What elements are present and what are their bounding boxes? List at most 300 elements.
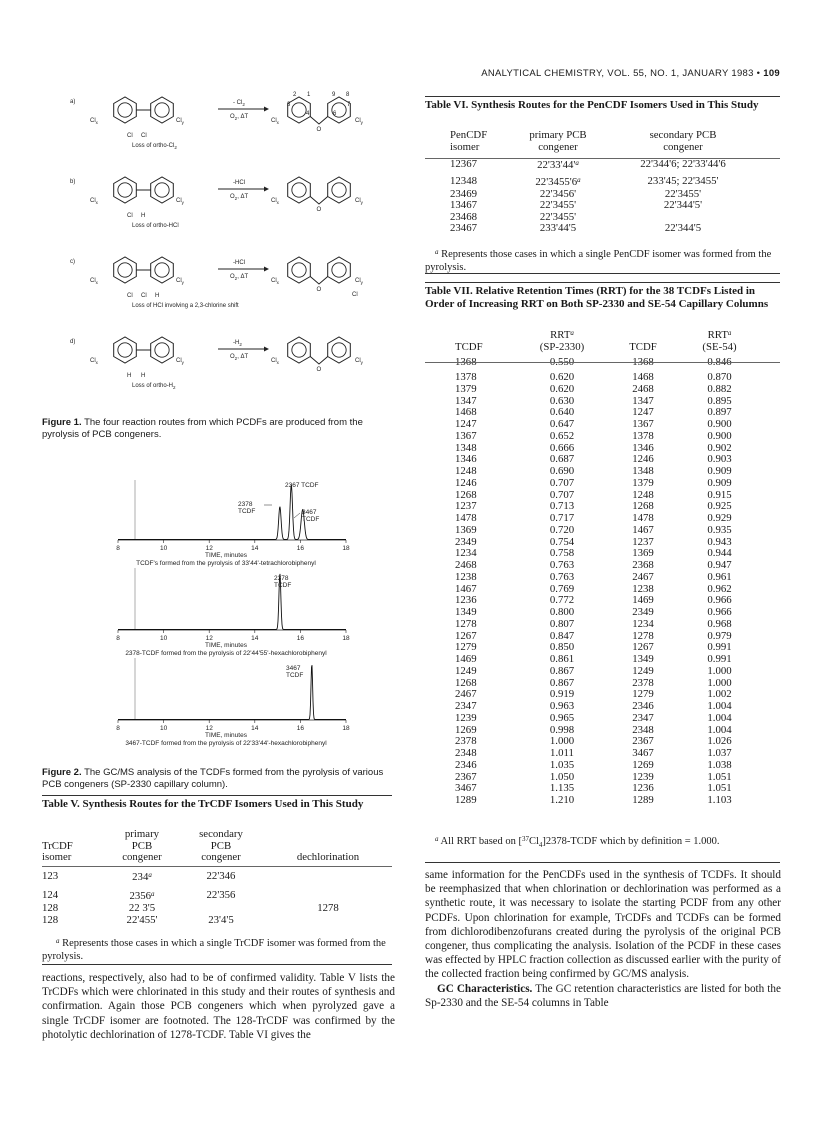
table7-tcdf-se54-cell: 2378 bbox=[632, 676, 654, 689]
table6-isomer-cell: 12367 bbox=[450, 158, 477, 170]
clx-label: $Cl_x$ bbox=[271, 198, 279, 205]
table7-tcdf-se54-cell: 1249 bbox=[632, 664, 654, 677]
reaction-conditions: $O_2$, ΔT bbox=[230, 194, 249, 201]
table5-dechlorination-cell bbox=[262, 888, 394, 902]
table7-footnote-isotope: 37 bbox=[521, 835, 529, 843]
table7-rrt-se54-cell: 0.935 bbox=[707, 523, 732, 536]
table7-rrt-se54-cell: 0.979 bbox=[707, 629, 732, 642]
reaction-conditions: $O_2$, ΔT bbox=[230, 274, 249, 281]
dibenzofuran-ring-right bbox=[328, 257, 351, 283]
table6-footnote-text: Represents those cases in which a single PenCDF isomer was formed from the pyrolysis. bbox=[425, 249, 772, 273]
table7-rrt-sp2330-cell: 0.550 bbox=[549, 356, 575, 368]
panel-caption: 3467-TCDF formed from the pyrolysis of 22'33'44'-hexachlorobiphenyl bbox=[125, 740, 327, 747]
table6-header-primary: primary PCB congener bbox=[529, 129, 587, 153]
table7-rrt-sp2330-cell: 0.620 bbox=[549, 382, 575, 395]
route-caption: Loss of HCl involving a 2,3-chlorine shift bbox=[132, 303, 239, 309]
table7-tcdf-se54-cell: 2468 bbox=[632, 382, 654, 395]
table7-header-tcdf-2: TCDF bbox=[629, 341, 657, 353]
chromatogram-panel bbox=[116, 480, 350, 567]
table7-row bbox=[455, 431, 760, 443]
table7-rrt-se54-cell: 0.944 bbox=[707, 547, 732, 560]
figure2-chromatograms bbox=[110, 480, 370, 763]
table6-secondary-cell: 22'344'6; 22'33'44'6 bbox=[640, 158, 726, 170]
table7-tcdf-se54-cell: 1248 bbox=[632, 488, 654, 501]
table7-footnote-post: ]2378-TCDF which by definition = 1.000. bbox=[542, 836, 720, 847]
table7-tcdf-sp2330-cell: 1347 bbox=[455, 394, 477, 407]
peak-label: 2378 bbox=[274, 575, 289, 582]
table5-primary-cell: 22'455' bbox=[126, 913, 158, 926]
x-tick-label: 8 bbox=[116, 635, 120, 642]
table7-rrt-sp2330-cell: 0.763 bbox=[549, 570, 575, 583]
biphenyl-ring-left bbox=[114, 337, 137, 363]
table7-rrt-se54-cell: 0.991 bbox=[707, 641, 732, 654]
clx-label: $Cl_x$ bbox=[90, 278, 98, 285]
table7-tcdf-se54-cell: 1348 bbox=[632, 465, 654, 477]
dibenzofuran-ring-right bbox=[328, 177, 351, 203]
table7-row bbox=[455, 619, 760, 631]
table7-body bbox=[455, 353, 760, 807]
table7-tcdf-se54-cell: 1238 bbox=[632, 582, 654, 595]
ortho-substituent: Cl bbox=[127, 293, 133, 299]
table7-tcdf-sp2330-cell: 1246 bbox=[455, 476, 477, 489]
dibenzofuran-ring-left-aromatic bbox=[292, 183, 306, 197]
biphenyl-ring-right-aromatic bbox=[155, 183, 169, 197]
panel-caption: 2378-TCDF formed from the pyrolysis of 22'44'55'-hexachlorobiphenyl bbox=[125, 650, 327, 657]
table5-header-isomer: TrCDF isomer bbox=[42, 839, 73, 863]
x-tick-label: 18 bbox=[342, 725, 350, 732]
table7-header-mark-1: a bbox=[570, 329, 574, 337]
arrow-head bbox=[264, 187, 269, 192]
table7-rrt-sp2330-cell: 0.963 bbox=[549, 700, 575, 712]
peak-label: TCDF bbox=[238, 508, 256, 515]
clx-label: $Cl_x$ bbox=[90, 198, 98, 205]
table6-primary-cell: 233'44'5 bbox=[539, 222, 577, 235]
table7-tcdf-se54-cell: 2348 bbox=[632, 723, 654, 736]
ortho-substituent: H bbox=[141, 213, 146, 219]
table7-row bbox=[455, 760, 760, 772]
table5-row bbox=[42, 914, 394, 926]
table7-rrt-se54-cell: 0.929 bbox=[707, 512, 732, 524]
oxygen-atom: O bbox=[316, 207, 322, 213]
table7-rrt-se54-cell: 1.051 bbox=[707, 782, 732, 795]
table7-rrt-se54-cell: 0.915 bbox=[707, 488, 732, 501]
table7-rrt-sp2330-cell: 0.919 bbox=[549, 688, 575, 701]
table7-rrt-se54-cell: 0.962 bbox=[707, 582, 732, 595]
table7-title-text: Relative Retention Times (RRT) for the 38 TCDFs Listed in Order of Increasing RRT on Both SP-2330 and SE-54 Capillary Columns bbox=[425, 285, 769, 310]
table7-rrt-sp2330-cell: 0.754 bbox=[549, 535, 575, 548]
table7-tcdf-se54-cell: 1346 bbox=[632, 441, 654, 454]
reagent-eliminated: -HCl bbox=[233, 180, 245, 186]
reaction-conditions: $O_2$, ΔT bbox=[230, 114, 249, 121]
table7-tcdf-sp2330-cell: 1289 bbox=[455, 794, 477, 806]
table7-bottom-rule bbox=[425, 862, 780, 863]
dibenzofuran-ring-right-aromatic bbox=[332, 263, 346, 277]
table7-tcdf-sp2330-cell: 1247 bbox=[455, 418, 477, 430]
cly-label: $Cl_y$ bbox=[355, 278, 363, 285]
table7-tcdf-se54-cell: 1379 bbox=[632, 476, 654, 489]
table7-footnote bbox=[425, 833, 781, 852]
furan-bridge bbox=[310, 197, 327, 205]
table7-rrt-se54-cell: 1.026 bbox=[707, 735, 732, 748]
table7-tcdf-sp2330-cell: 1249 bbox=[455, 664, 477, 677]
table7-tcdf-sp2330-cell: 1278 bbox=[455, 617, 477, 630]
table7-header-rrt-se54 bbox=[679, 327, 760, 353]
table7-row bbox=[455, 748, 760, 760]
x-tick-label: 16 bbox=[296, 635, 305, 642]
table7-tcdf-sp2330-cell: 1239 bbox=[455, 711, 477, 724]
table7-rrt-sp2330-cell: 0.690 bbox=[549, 465, 575, 477]
table7-tcdf-sp2330-cell: 1467 bbox=[455, 582, 477, 595]
route-caption: Loss of ortho-$H_2$ bbox=[132, 383, 176, 390]
table5-footnote-mark: a bbox=[56, 937, 60, 945]
table7-tcdf-sp2330-cell: 1378 bbox=[455, 371, 477, 383]
biphenyl-ring-right-aromatic bbox=[155, 343, 169, 357]
biphenyl-ring-left-aromatic bbox=[118, 183, 132, 197]
table7-rrt-sp2330-cell: 1.135 bbox=[549, 782, 575, 795]
x-tick-label: 18 bbox=[342, 545, 350, 552]
table6-row bbox=[450, 153, 760, 175]
table6-primary-cell: 22'3455' bbox=[539, 210, 577, 223]
table7-rrt-sp2330-cell: 0.720 bbox=[549, 523, 575, 536]
bullet: • bbox=[756, 68, 764, 79]
x-tick-label: 16 bbox=[296, 725, 305, 732]
cly-label: $Cl_y$ bbox=[176, 118, 184, 125]
table6-row bbox=[450, 175, 760, 189]
table7-row bbox=[455, 513, 760, 525]
table7-rrt-sp2330-cell: 0.847 bbox=[549, 629, 575, 642]
chromatogram-trace bbox=[118, 574, 346, 630]
table6-header-row bbox=[450, 129, 760, 153]
footnote-mark: a bbox=[577, 176, 581, 184]
table7-rrt-sp2330-cell: 1.035 bbox=[549, 758, 575, 771]
table7-tcdf-se54-cell: 2346 bbox=[632, 700, 654, 712]
table7-tcdf-se54-cell: 1279 bbox=[632, 688, 654, 701]
peak-label: 2378 bbox=[238, 501, 253, 508]
table7-rrt-sp2330-cell: 0.630 bbox=[549, 394, 575, 407]
table7-tcdf-sp2330-cell: 2347 bbox=[455, 700, 477, 712]
biphenyl-ring-right bbox=[151, 97, 174, 123]
dibenzofuran-ring-right bbox=[328, 97, 351, 123]
table5-header-dechlorination: dechlorination bbox=[296, 851, 360, 863]
left-body-paragraph: reactions, respectively, also had to be of confirmed validity. Table V lists the TrCDFs which were chlorinated in this study and their routes of synthesis and confirmation. Again those PCB congeners which when pyrolyzed gave a single TrCDF isomer are footnoted. The 128-TrCDF was confirmed by the photolytic dechlorination of 1278-TCDF. Table VI gives the bbox=[42, 972, 395, 1041]
table7-rrt-se54-cell: 1.002 bbox=[707, 688, 732, 701]
table7-rrt-sp2330-cell: 0.666 bbox=[549, 441, 575, 454]
table7-tcdf-sp2330-cell: 2348 bbox=[455, 747, 477, 759]
x-tick-label: 8 bbox=[116, 725, 120, 732]
table6-secondary-cell: 22'3455' bbox=[664, 187, 702, 200]
reaction-route bbox=[70, 92, 364, 150]
dibenzofuran-ring-right-aromatic bbox=[332, 183, 346, 197]
table7-row bbox=[455, 560, 760, 572]
table6-header-secondary: secondary PCB congener bbox=[649, 129, 717, 153]
table7-rrt-se54-cell: 0.903 bbox=[707, 453, 732, 466]
x-tick-label: 14 bbox=[251, 545, 259, 552]
gc-text: The GC retention characteristics are listed for both the Sp-2330 and the SE-54 columns in Table bbox=[425, 982, 781, 1009]
table7-rrt-se54-cell: 1.038 bbox=[707, 758, 732, 771]
table7-row bbox=[455, 372, 760, 384]
route-label: a) bbox=[70, 99, 76, 105]
table7-tcdf-sp2330-cell: 1367 bbox=[455, 429, 477, 442]
table7-rrt-sp2330-cell: 0.769 bbox=[549, 582, 575, 595]
table5-dechlorination-cell bbox=[262, 864, 394, 888]
table6-body bbox=[450, 153, 760, 235]
table7-rrt-se54-cell: 1.051 bbox=[707, 770, 732, 783]
peak-label: TCDF bbox=[302, 516, 320, 523]
table7-tcdf-sp2330-cell: 1236 bbox=[455, 594, 477, 607]
table6-primary-cell: $22'33'44'^a$ bbox=[537, 159, 579, 171]
ring-position-number: 4 bbox=[306, 111, 310, 117]
peak-label: 3467 bbox=[302, 509, 317, 516]
x-tick-label: 12 bbox=[205, 635, 213, 642]
furan-bridge bbox=[310, 277, 327, 285]
dibenzofuran-ring-right bbox=[328, 337, 351, 363]
ring-position-number: 7 bbox=[347, 102, 351, 108]
footnote-mark: a bbox=[151, 889, 155, 898]
oxygen-atom: O bbox=[316, 127, 322, 133]
table7-rrt-se54-cell: 0.895 bbox=[707, 394, 732, 407]
table7-tcdf-sp2330-cell: 2378 bbox=[455, 735, 477, 748]
table7-tcdf-se54-cell: 1239 bbox=[632, 770, 654, 783]
arrow-head bbox=[264, 107, 269, 112]
table7-rrt-se54-cell: 0.943 bbox=[707, 535, 732, 548]
ring-position-number: 6 bbox=[333, 111, 337, 117]
ortho-substituent: Cl bbox=[141, 133, 147, 139]
table7-tcdf-se54-cell: 1234 bbox=[632, 617, 654, 630]
table7-rrt-sp2330-cell: 0.861 bbox=[549, 653, 575, 665]
cly-label: $Cl_y$ bbox=[355, 118, 363, 125]
x-tick-label: 10 bbox=[159, 545, 168, 552]
cly-label: $Cl_y$ bbox=[355, 198, 363, 205]
reagent-eliminated: - $Cl_2$ bbox=[233, 100, 245, 107]
table5-footnote bbox=[42, 935, 394, 963]
table7-row bbox=[455, 607, 760, 619]
journal-citation: ANALYTICAL CHEMISTRY, VOL. 55, NO. 1, JANUARY 1983 bbox=[481, 68, 754, 79]
table6-primary-cell: 22'3455' bbox=[539, 199, 577, 212]
table5-row bbox=[42, 902, 394, 914]
table7-rrt-se54-cell: 0.925 bbox=[707, 500, 732, 513]
right-body-paragraph bbox=[425, 868, 781, 1010]
route-label: d) bbox=[70, 339, 76, 345]
table7-tcdf-se54-cell: 1349 bbox=[632, 653, 654, 665]
x-tick-label: 16 bbox=[296, 545, 305, 552]
table7-rrt-se54-cell: 0.966 bbox=[707, 606, 732, 618]
gc-heading: GC Characteristics. bbox=[437, 982, 533, 995]
table6-header-rule bbox=[425, 158, 780, 159]
table7-tcdf-se54-cell: 1237 bbox=[632, 535, 654, 548]
table7-tcdf-se54-cell: 2349 bbox=[632, 606, 654, 618]
x-axis-label: TIME, minutes bbox=[205, 552, 247, 559]
furan-bridge bbox=[310, 357, 327, 365]
table7-tcdf-se54-cell: 2467 bbox=[632, 570, 654, 583]
table7-rrt-sp2330-cell: 0.850 bbox=[549, 641, 575, 654]
figure2-caption bbox=[42, 767, 397, 791]
figure1-caption-label: Figure 1. bbox=[42, 417, 82, 428]
biphenyl-ring-left-aromatic bbox=[118, 103, 132, 117]
cly-label: $Cl_y$ bbox=[176, 358, 184, 365]
table7-footnote-pre: All RRT based on [ bbox=[440, 836, 522, 847]
table5-secondary-cell bbox=[180, 902, 262, 914]
table7-rrt-sp2330-cell: 0.998 bbox=[549, 723, 575, 736]
table7-tcdf-sp2330-cell: 1379 bbox=[455, 382, 477, 395]
ortho-substituent: Cl bbox=[127, 133, 133, 139]
table7-rrt-sp2330-cell: 0.620 bbox=[549, 371, 575, 383]
table7-rrt-sp2330-cell: 0.687 bbox=[549, 453, 575, 466]
table7-tcdf-se54-cell: 1347 bbox=[632, 394, 654, 407]
ortho-substituent: H bbox=[127, 373, 132, 379]
table7-rrt-se54-cell: 0.947 bbox=[707, 559, 732, 571]
x-tick-label: 14 bbox=[251, 635, 259, 642]
table7-tcdf-se54-cell: 1378 bbox=[632, 429, 654, 442]
peak-label: 2367 TCDF bbox=[285, 482, 319, 489]
table6-footnote-mark: a bbox=[435, 248, 439, 256]
table5-dechlorination-cell bbox=[262, 914, 394, 926]
table7-header-rrt-sp2330 bbox=[517, 327, 607, 353]
table7-tcdf-sp2330-cell: 3467 bbox=[455, 782, 477, 795]
table7-row bbox=[455, 572, 760, 584]
table7-rrt-se54-cell: 1.004 bbox=[707, 700, 732, 712]
table7-rrt-se54-cell: 0.966 bbox=[707, 594, 732, 607]
ring-position-number: 8 bbox=[346, 92, 350, 98]
table6-isomer-cell: 23469 bbox=[450, 187, 477, 200]
table7-tcdf-se54-cell: 1368 bbox=[632, 356, 654, 368]
table6-secondary-cell: 22'344'5' bbox=[663, 199, 703, 212]
table7-row bbox=[455, 654, 760, 666]
biphenyl-ring-left-aromatic bbox=[118, 343, 132, 357]
table7-tcdf-sp2330-cell: 1478 bbox=[455, 512, 477, 524]
biphenyl-ring-left bbox=[114, 97, 137, 123]
table6-row bbox=[450, 189, 760, 201]
table6-row bbox=[450, 200, 760, 212]
table5-isomer-cell: 128 bbox=[42, 913, 59, 926]
table5-title bbox=[42, 798, 394, 811]
table7-rrt-se54-cell: 0.909 bbox=[707, 465, 732, 477]
x-tick-label: 12 bbox=[205, 725, 213, 732]
table5-header-primary: primary PCB congener bbox=[122, 828, 162, 863]
table7-title-label: Table VII. bbox=[425, 285, 473, 297]
clx-label: $Cl_x$ bbox=[90, 358, 98, 365]
figure1-caption-text: The four reaction routes from which PCDFs are produced from the pyrolysis of PCB congeners. bbox=[42, 417, 363, 440]
table7-rrt-se54-cell: 0.900 bbox=[707, 418, 732, 430]
table7-rrt-sp2330-cell: 0.640 bbox=[549, 406, 575, 419]
table7-tcdf-sp2330-cell: 2367 bbox=[455, 770, 477, 783]
ortho-substituent: H bbox=[141, 373, 146, 379]
table5-header-secondary: secondary PCB congener bbox=[199, 828, 243, 863]
table5 bbox=[42, 829, 394, 926]
chromatogram-panel bbox=[116, 658, 350, 747]
table7-tcdf-se54-cell: 1369 bbox=[632, 547, 654, 560]
table6-secondary-cell: 22'344'5 bbox=[664, 222, 702, 235]
table7-tcdf-sp2330-cell: 1268 bbox=[455, 488, 477, 501]
table7-tcdf-se54-cell: 1268 bbox=[632, 500, 654, 513]
table7-rrt-se54-cell: 0.900 bbox=[707, 429, 732, 442]
table7-rrt-se54-cell: 0.846 bbox=[707, 356, 732, 368]
ortho-substituent: Cl bbox=[141, 293, 147, 299]
table7-tcdf-sp2330-cell: 1348 bbox=[455, 441, 477, 454]
clx-label: $Cl_x$ bbox=[90, 118, 98, 125]
arrow-head bbox=[264, 267, 269, 272]
table7-rrt-se54-cell: 0.909 bbox=[707, 476, 732, 489]
ortho-substituent: Cl bbox=[127, 213, 133, 219]
table7-rrt-sp2330-cell: 0.652 bbox=[549, 429, 575, 442]
table6-top-rule bbox=[425, 96, 780, 97]
table7-rrt-sp2330-cell: 0.965 bbox=[549, 711, 575, 724]
table7-tcdf-se54-cell: 1468 bbox=[632, 371, 654, 383]
x-tick-label: 18 bbox=[342, 635, 350, 642]
reagent-eliminated: -HCl bbox=[233, 260, 245, 266]
table7-tcdf-sp2330-cell: 1368 bbox=[455, 356, 477, 368]
table7-tcdf-se54-cell: 1467 bbox=[632, 523, 654, 536]
table7-tcdf-sp2330-cell: 1349 bbox=[455, 606, 477, 618]
reaction-route bbox=[70, 257, 364, 309]
table7-header-row bbox=[455, 327, 760, 353]
table7-tcdf-sp2330-cell: 1346 bbox=[455, 453, 477, 466]
biphenyl-ring-left bbox=[114, 177, 137, 203]
table7-row bbox=[455, 666, 760, 678]
cly-label: $Cl_y$ bbox=[355, 358, 363, 365]
figure2-caption-text: The GC/MS analysis of the TCDFs formed from the pyrolysis of various PCB congeners (SP-2330 capillary column). bbox=[42, 767, 384, 790]
reaction-route bbox=[70, 177, 364, 229]
table7-rrt-sp2330-cell: 0.707 bbox=[549, 488, 575, 501]
footnote-mark: a bbox=[148, 870, 152, 879]
table7-rrt-se54-cell: 0.870 bbox=[707, 371, 732, 383]
table5-primary-cell: 2356$^a$ bbox=[129, 889, 155, 902]
figure2-caption-label: Figure 2. bbox=[42, 767, 82, 778]
table7-rrt-sp2330-cell: 0.707 bbox=[549, 476, 575, 489]
dibenzofuran-ring-left bbox=[288, 177, 311, 203]
table7-top-rule bbox=[425, 282, 780, 283]
table7-tcdf-sp2330-cell: 1234 bbox=[455, 547, 477, 560]
table7-footnote-element: Cl bbox=[528, 836, 539, 847]
table7-title bbox=[425, 285, 781, 311]
table5-top-rule bbox=[42, 795, 392, 796]
table7-rrt-sp2330-cell: 0.758 bbox=[549, 547, 575, 560]
cly-label: $Cl_y$ bbox=[176, 278, 184, 285]
table7-tcdf-se54-cell: 1278 bbox=[632, 629, 654, 642]
table7-tcdf-sp2330-cell: 1237 bbox=[455, 500, 477, 513]
table7-rrt-sp2330-cell: 0.647 bbox=[549, 418, 575, 430]
table7-rrt-sp2330-cell: 1.210 bbox=[549, 794, 575, 806]
table5-primary-cell: 22 3'5 bbox=[128, 901, 156, 914]
table7-rrt-sp2330-cell: 0.772 bbox=[549, 594, 575, 607]
table7-rrt-sp2330-cell: 0.763 bbox=[549, 559, 575, 571]
table5-isomer-cell: 123 bbox=[42, 869, 59, 882]
table7-footnote-count: 4 bbox=[538, 841, 543, 850]
table5-dechlorination-cell: 1278 bbox=[317, 901, 339, 914]
chromatogram-panel bbox=[116, 568, 350, 657]
peak-label: 3467 bbox=[286, 665, 301, 672]
table7-tcdf-sp2330-cell: 1369 bbox=[455, 523, 477, 536]
table7-row bbox=[455, 478, 760, 490]
ring-position-number: 1 bbox=[307, 92, 311, 98]
dibenzofuran-ring-left bbox=[288, 97, 311, 123]
table5-isomer-cell: 124 bbox=[42, 888, 59, 901]
ring-position-number: 2 bbox=[293, 92, 297, 98]
table7-header-column-1: (SP-2330) bbox=[539, 341, 585, 353]
table7-tcdf-sp2330-cell: 1468 bbox=[455, 406, 477, 419]
table6-title bbox=[425, 99, 781, 112]
x-tick-label: 10 bbox=[159, 635, 168, 642]
ring-position-number: 3 bbox=[287, 102, 291, 108]
table7-tcdf-se54-cell: 1469 bbox=[632, 594, 654, 607]
table7-tcdf-sp2330-cell: 1269 bbox=[455, 723, 477, 736]
panel-caption: TCDF's formed from the pyrolysis of 33'44'-tetrachlorobiphenyl bbox=[136, 560, 316, 567]
dibenzofuran-ring-left-aromatic bbox=[292, 103, 306, 117]
route-label: c) bbox=[70, 259, 75, 265]
table6-row bbox=[450, 212, 760, 224]
table5-bottom-rule bbox=[42, 964, 392, 965]
table6-row bbox=[450, 223, 760, 235]
table7-rrt-sp2330-cell: 1.011 bbox=[550, 747, 574, 759]
